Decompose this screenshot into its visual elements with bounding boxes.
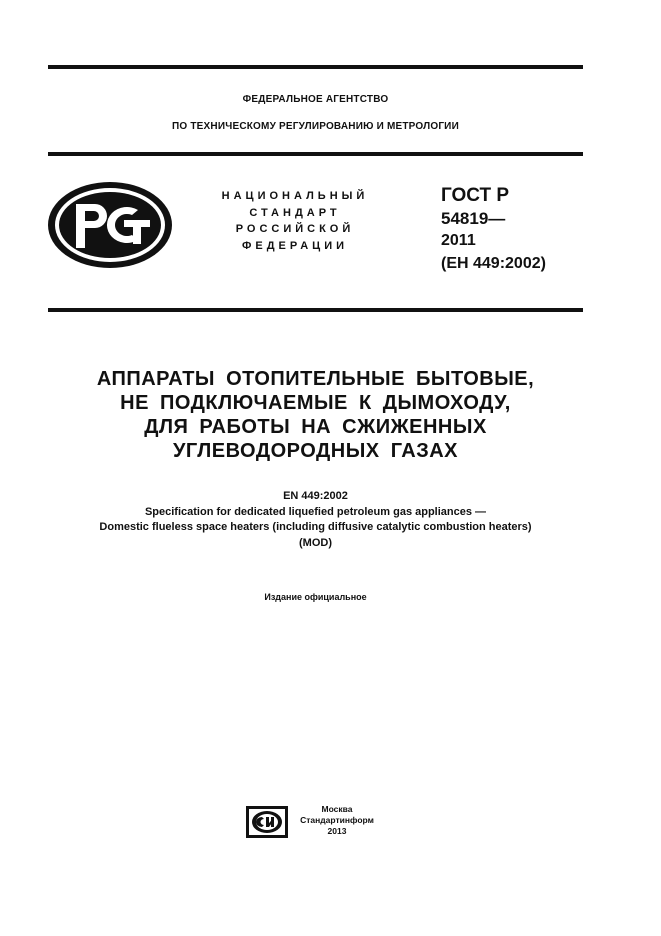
national-standard-line-4: ФЕДЕРАЦИИ bbox=[241, 239, 349, 252]
agency-name-line-2: ПО ТЕХНИЧЕСКОМУ РЕГУЛИРОВАНИЮ И МЕТРОЛОГИИ bbox=[172, 121, 459, 132]
english-title-block bbox=[20, 489, 611, 551]
national-standard-line-1: НАЦИОНАЛЬНЫЙ bbox=[221, 190, 369, 202]
en-standard-code: EN 449:2002 bbox=[283, 490, 348, 502]
designation-line-2: 54819— bbox=[441, 209, 506, 228]
title-line-4: УГЛЕВОДОРОДНЫХ ГАЗАХ bbox=[172, 440, 459, 462]
imprint-city: Москва bbox=[321, 804, 353, 814]
title-line-2: НЕ ПОДКЛЮЧАЕМЫЕ К ДЫМОХОДУ, bbox=[120, 392, 511, 414]
agency-name-line-1: ФЕДЕРАЛЬНОЕ АГЕНТСТВО bbox=[242, 94, 389, 105]
designation-line-3: 2011 bbox=[441, 232, 476, 249]
lower-rule bbox=[48, 308, 583, 312]
designation-line-4: (ЕН 449:2002) bbox=[441, 255, 546, 272]
national-standard-line-3: РОССИЙСКОЙ bbox=[235, 223, 355, 235]
english-title-line-3: (MOD) bbox=[299, 536, 332, 549]
english-title-line-1: Specification for dedicated liquefied petroleum gas appliances — bbox=[144, 505, 487, 518]
title-line-1: АППАРАТЫ ОТОПИТЕЛЬНЫЕ БЫТОВЫЕ, bbox=[96, 368, 535, 390]
rst-logo-icon bbox=[46, 180, 174, 270]
national-standard-line-2: СТАНДАРТ bbox=[249, 206, 341, 219]
national-standard-label bbox=[200, 188, 390, 254]
standard-designation bbox=[441, 184, 546, 276]
standartinform-logo-icon bbox=[246, 806, 288, 838]
designation-line-1: ГОСТ Р bbox=[441, 185, 510, 206]
imprint-year: 2013 bbox=[327, 826, 347, 836]
english-title-line-2: Domestic flueless space heaters (including diffusive catalytic combustion heaters) bbox=[99, 521, 532, 533]
official-edition-label: Издание официальное bbox=[264, 592, 367, 602]
imprint-block bbox=[292, 804, 382, 837]
imprint-publisher: Стандартинформ bbox=[300, 815, 374, 825]
title-line-3: ДЛЯ РАБОТЫ НА СЖИЖЕННЫХ bbox=[144, 416, 487, 438]
top-rule bbox=[48, 65, 583, 69]
document-title bbox=[48, 367, 583, 463]
middle-rule bbox=[48, 152, 583, 156]
